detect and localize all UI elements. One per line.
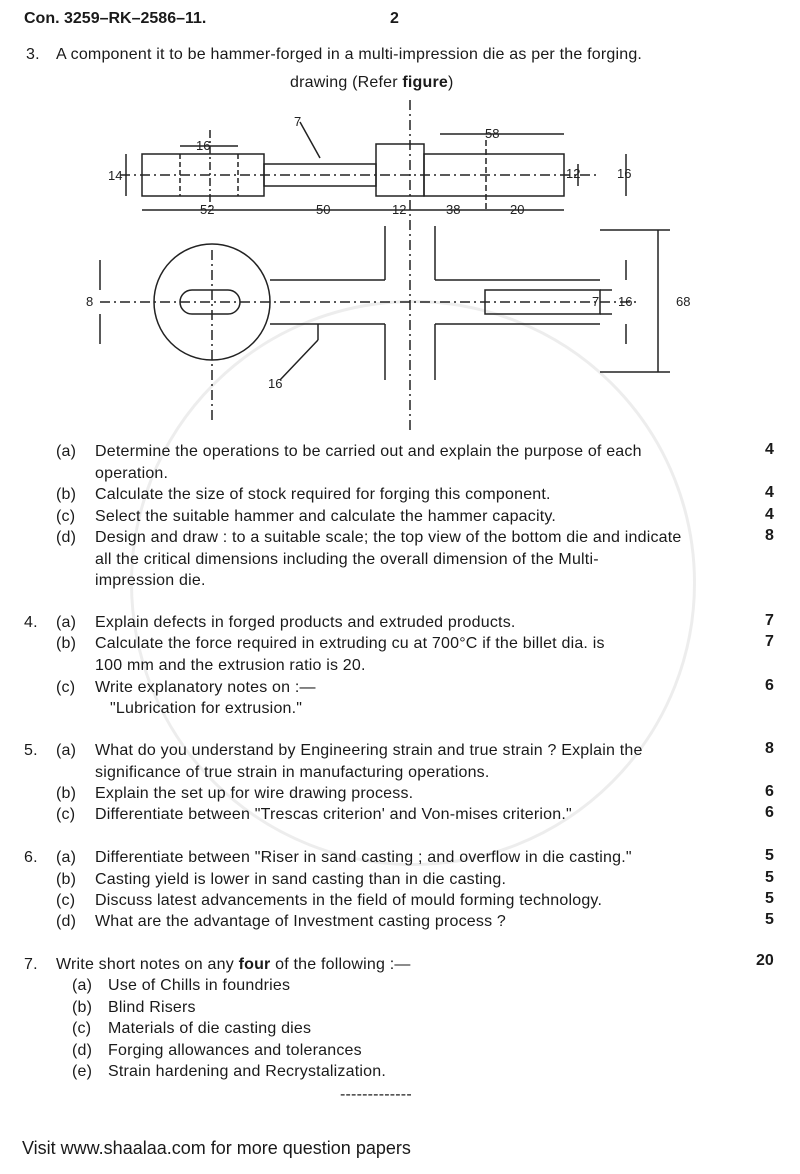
q3-line2: drawing (Refer figure) (290, 74, 454, 91)
q6-d-marks: 5 (765, 911, 774, 928)
dim-8: 8 (86, 294, 94, 309)
q3-c-text: Select the suitable hammer and calculate the hammer capacity. (95, 508, 557, 525)
q6-c-marks: 5 (765, 890, 774, 907)
q4-a-marks: 7 (765, 612, 774, 629)
q3-d-text: Design and draw : to a suitable scale; the top view of the bottom die and indicate (95, 529, 682, 546)
q7-e-text: Strain hardening and Recrystalization. (108, 1063, 386, 1080)
q6-c-text: Discuss latest advancements in the field of mould forming technology. (95, 892, 603, 909)
q7-b-label: (b) (72, 999, 93, 1016)
q3-d-marks: 8 (765, 527, 774, 544)
q3-a-marks: 4 (765, 441, 774, 458)
q3-c-marks: 4 (765, 506, 774, 523)
dim-16-bottom: 16 (268, 376, 283, 391)
q6-a-text: Differentiate between "Riser in sand casting ; and overflow in die casting." (95, 849, 632, 866)
end-rule: ------------- (340, 1086, 412, 1103)
q6-a-marks: 5 (765, 847, 774, 864)
q3-a-text2: operation. (95, 465, 169, 482)
q6-d-text: What are the advantage of Investment casting process ? (95, 913, 507, 930)
dim-52: 52 (200, 202, 215, 217)
q4-c-marks: 6 (765, 677, 774, 694)
q3-number: 3. (26, 46, 40, 63)
q6-b-marks: 5 (765, 869, 774, 886)
q7-a-label: (a) (72, 977, 93, 994)
q3-d-text3: impression die. (95, 572, 206, 589)
q4-b-label: (b) (56, 635, 77, 652)
q5-c-label: (c) (56, 806, 76, 823)
paper-code: Con. 3259–RK–2586–11. (24, 10, 207, 27)
q3-b-marks: 4 (765, 484, 774, 501)
dim-12-horiz: 12 (392, 202, 407, 217)
dim-7-top: 7 (294, 114, 302, 129)
boss-block (376, 144, 424, 196)
q5-b-label: (b) (56, 785, 77, 802)
q4-a-label: (a) (56, 614, 77, 631)
q7-c-label: (c) (72, 1020, 92, 1037)
q5-b-marks: 6 (765, 783, 774, 800)
q6-b-label: (b) (56, 871, 77, 888)
q3-b-text: Calculate the size of stock required for forging this component. (95, 486, 551, 503)
q5-a-label: (a) (56, 742, 77, 759)
dim-7-right: 7 (592, 294, 600, 309)
q7-b-text: Blind Risers (108, 999, 196, 1016)
q4-b-text2: 100 mm and the extrusion ratio is 20. (95, 657, 366, 674)
q4-number: 4. (24, 614, 38, 631)
q7-d-text: Forging allowances and tolerances (108, 1042, 362, 1059)
q4-b-marks: 7 (765, 633, 774, 650)
q6-c-label: (c) (56, 892, 76, 909)
q5-c-text: Differentiate between "Trescas criterion' and Von-mises criterion." (95, 806, 572, 823)
q5-b-text: Explain the set up for wire drawing process. (95, 785, 414, 802)
q3-a-text: Determine the operations to be carried out and explain the purpose of each (95, 443, 642, 460)
q7-number: 7. (24, 956, 38, 973)
q3-a-label: (a) (56, 443, 77, 460)
q7-marks: 20 (756, 952, 774, 969)
dim-38: 38 (446, 202, 461, 217)
q6-b-text: Casting yield is lower in sand casting than in die casting. (95, 871, 507, 888)
q3-c-label: (c) (56, 508, 76, 525)
q7-c-text: Materials of die casting dies (108, 1020, 312, 1037)
q3-d-label: (d) (56, 529, 77, 546)
q4-c-label: (c) (56, 679, 76, 696)
q5-number: 5. (24, 742, 38, 759)
q6-a-label: (a) (56, 849, 77, 866)
q6-number: 6. (24, 849, 38, 866)
q3-line1: A component it to be hammer-forged in a multi-impression die as per the forging. (56, 46, 643, 63)
q7-e-label: (e) (72, 1063, 93, 1080)
q5-a-text2: significance of true strain in manufacturing operations. (95, 764, 490, 781)
q7-intro: Write short notes on any four of the following :— (56, 956, 411, 973)
dim-50: 50 (316, 202, 331, 217)
q7-a-text: Use of Chills in foundries (108, 977, 291, 994)
dim-58: 58 (485, 126, 500, 141)
dim-12-vert: 12 (566, 166, 581, 181)
q5-a-marks: 8 (765, 740, 774, 757)
q4-c-text: Write explanatory notes on :— (95, 679, 316, 696)
dim-68: 68 (676, 294, 691, 309)
q7-d-label: (d) (72, 1042, 93, 1059)
q6-d-label: (d) (56, 913, 77, 930)
q4-c-text2: "Lubrication for extrusion." (110, 700, 303, 717)
dim-16-right: 16 (617, 166, 632, 181)
dim-20: 20 (510, 202, 525, 217)
footer-link-text[interactable]: Visit www.shaalaa.com for more question papers (22, 1138, 411, 1158)
q3-d-text2: all the critical dimensions including the overall dimension of the Multi- (95, 551, 599, 568)
forging-drawing (0, 100, 800, 440)
q4-b-text: Calculate the force required in extruding cu at 700°C if the billet dia. is (95, 635, 605, 652)
q5-c-marks: 6 (765, 804, 774, 821)
eye-boss (154, 244, 270, 360)
dim-14: 14 (108, 168, 123, 183)
dim-16-front: 16 (618, 294, 633, 309)
q3-b-label: (b) (56, 486, 77, 503)
page-number: 2 (390, 10, 399, 27)
dim-16-top: 16 (196, 138, 211, 153)
q4-a-text: Explain defects in forged products and extruded products. (95, 614, 516, 631)
q5-a-text: What do you understand by Engineering strain and true strain ? Explain the (95, 742, 643, 759)
